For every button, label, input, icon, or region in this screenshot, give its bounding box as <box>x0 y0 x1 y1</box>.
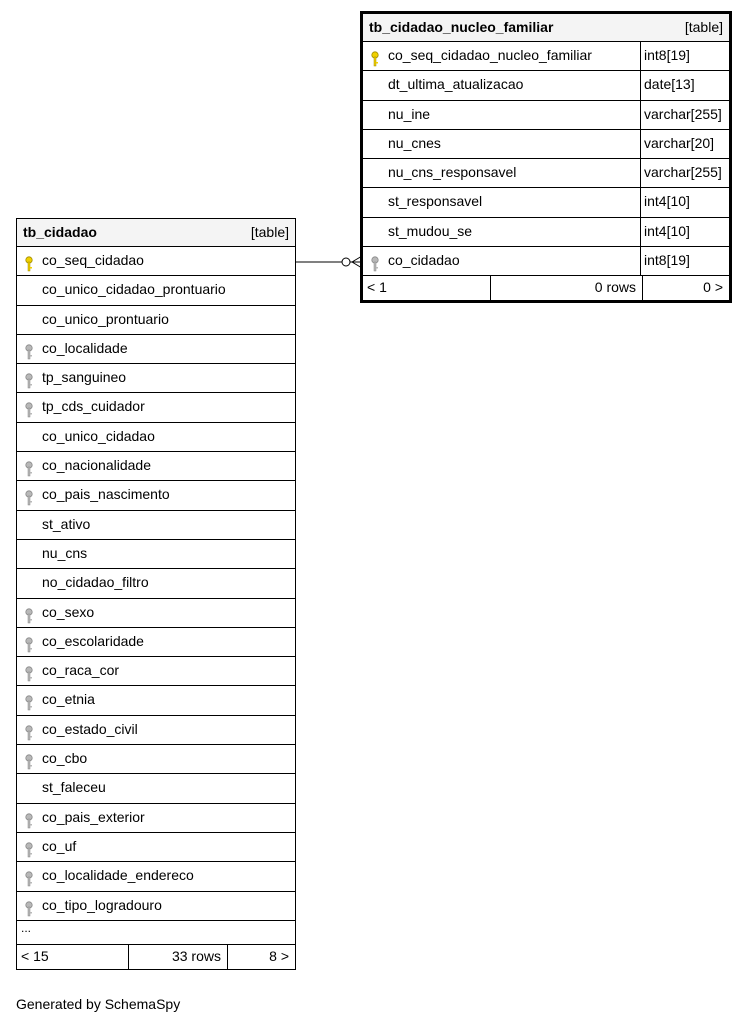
column-name-cell <box>363 188 640 216</box>
column-name-cell <box>17 657 295 685</box>
table-row[interactable] <box>17 393 295 422</box>
column-name: no_cidadao_filtro <box>42 574 149 591</box>
table-type-label: [table] <box>684 19 723 35</box>
column-name-cell <box>17 628 295 656</box>
column-name: nu_cnes <box>388 134 441 151</box>
column-type: int4[10] <box>640 218 729 246</box>
foreign-key-icon <box>25 635 33 651</box>
table-row[interactable] <box>17 247 295 276</box>
column-name-cell <box>17 452 295 480</box>
foreign-key-icon <box>25 899 33 915</box>
table-row[interactable] <box>17 657 295 686</box>
foreign-key-icon <box>25 752 33 768</box>
column-name: co_etnia <box>42 691 95 708</box>
table-row[interactable] <box>17 540 295 569</box>
foreign-key-icon <box>25 342 33 358</box>
table-name[interactable]: tb_cidadao_nucleo_familiar <box>369 19 554 35</box>
table-row[interactable] <box>17 569 295 598</box>
column-name: st_responsavel <box>388 193 483 210</box>
column-name: nu_cns_responsavel <box>388 164 517 181</box>
row-count: 33 rows <box>128 945 227 969</box>
table-row[interactable] <box>17 862 295 891</box>
column-name: co_seq_cidadao_nucleo_familiar <box>388 47 592 63</box>
column-name-cell <box>17 364 295 392</box>
column-name-cell <box>17 599 295 627</box>
column-name-cell <box>17 862 295 890</box>
table-name[interactable]: tb_cidadao <box>23 224 97 240</box>
column-name-cell <box>17 393 295 421</box>
table-row[interactable] <box>363 188 729 217</box>
column-name: st_mudou_se <box>388 222 473 239</box>
column-name-cell <box>17 833 295 861</box>
column-name: co_cbo <box>42 750 88 767</box>
foreign-key-icon <box>25 400 33 416</box>
column-name-cell <box>17 892 295 920</box>
table-row[interactable] <box>17 745 295 774</box>
table-row[interactable] <box>363 130 729 159</box>
column-name-cell <box>17 804 295 832</box>
column-name-cell <box>363 101 640 129</box>
table-footer <box>17 945 295 969</box>
column-name: st_faleceu <box>42 779 106 796</box>
foreign-key-icon <box>25 488 33 504</box>
table-row[interactable] <box>363 101 729 130</box>
foreign-key-icon <box>25 371 33 387</box>
column-name: co_tipo_logradouro <box>42 896 162 913</box>
primary-key-icon <box>25 254 33 270</box>
children-link[interactable]: 8 > <box>227 945 295 969</box>
table-row[interactable] <box>363 71 729 100</box>
column-type: varchar[255] <box>640 159 729 187</box>
column-name-cell <box>17 423 295 451</box>
table-row[interactable] <box>17 481 295 510</box>
column-name: dt_ultima_atualizacao <box>388 76 524 93</box>
table-row[interactable] <box>17 276 295 305</box>
foreign-key-icon <box>25 723 33 739</box>
column-type: int8[19] <box>640 247 729 275</box>
column-name: st_ativo <box>42 515 91 532</box>
foreign-key-icon <box>25 693 33 709</box>
table-header <box>363 14 729 42</box>
column-name: tp_sanguineo <box>42 369 127 386</box>
parents-link[interactable]: < 1 <box>367 279 387 296</box>
column-type: int8[19] <box>640 42 729 70</box>
row-count: 0 rows <box>490 276 642 300</box>
table-row[interactable] <box>17 628 295 657</box>
column-name-cell <box>17 306 295 334</box>
table-tb-cidadao-nucleo-familiar[interactable] <box>360 11 732 303</box>
children-link[interactable]: 0 > <box>642 276 729 300</box>
table-row[interactable] <box>17 716 295 745</box>
column-name: co_localidade_endereco <box>42 867 194 884</box>
foreign-key-icon <box>25 664 33 680</box>
table-row[interactable] <box>17 774 295 803</box>
foreign-key-icon <box>371 254 379 270</box>
column-name: co_unico_cidadao_prontuario <box>42 281 226 298</box>
column-name: co_seq_cidadao <box>42 252 144 268</box>
table-row[interactable] <box>17 423 295 452</box>
column-name: co_estado_civil <box>42 720 138 737</box>
table-row[interactable] <box>17 833 295 862</box>
column-name-cell <box>363 42 640 70</box>
column-name-cell <box>363 247 640 275</box>
column-name-cell <box>17 335 295 363</box>
table-row[interactable] <box>17 452 295 481</box>
table-row[interactable] <box>17 686 295 715</box>
column-name: nu_cns <box>42 544 88 561</box>
column-name: co_nacionalidade <box>42 457 151 474</box>
table-row[interactable] <box>17 335 295 364</box>
column-name: co_cidadao <box>388 252 460 269</box>
column-name-cell <box>17 569 295 597</box>
column-name-cell <box>17 481 295 509</box>
column-name-cell <box>363 218 640 246</box>
table-row[interactable] <box>363 218 729 247</box>
column-type: varchar[255] <box>640 101 729 129</box>
column-name-cell <box>17 745 295 773</box>
table-row[interactable] <box>363 247 729 276</box>
column-type: date[13] <box>640 71 729 99</box>
column-name: co_unico_cidadao <box>42 427 155 444</box>
more-columns-ellipsis: ... <box>17 921 295 945</box>
column-name-cell <box>17 540 295 568</box>
column-name: co_pais_exterior <box>42 808 145 825</box>
column-name: co_pais_nascimento <box>42 486 170 503</box>
table-row[interactable] <box>17 511 295 540</box>
generated-by-caption: Generated by SchemaSpy <box>16 996 181 1012</box>
table-row[interactable] <box>17 599 295 628</box>
column-name: co_uf <box>42 837 77 854</box>
foreign-key-icon <box>25 869 33 885</box>
table-row[interactable] <box>17 892 295 921</box>
column-name-cell <box>17 511 295 539</box>
table-row[interactable] <box>17 804 295 833</box>
column-name-cell <box>363 71 640 99</box>
table-row[interactable] <box>17 306 295 335</box>
column-name: tp_cds_cuidador <box>42 398 145 415</box>
table-type-label: [table] <box>250 224 289 240</box>
foreign-key-icon <box>25 840 33 856</box>
foreign-key-icon <box>25 459 33 475</box>
primary-key-icon <box>371 49 379 65</box>
column-name: co_localidade <box>42 339 128 356</box>
foreign-key-icon <box>25 606 33 622</box>
table-header <box>17 219 295 247</box>
column-name-cell <box>17 686 295 714</box>
table-row[interactable] <box>17 364 295 393</box>
column-name-cell <box>17 774 295 802</box>
column-name: nu_ine <box>388 105 431 122</box>
column-name-cell <box>363 159 640 187</box>
column-type: int4[10] <box>640 188 729 216</box>
column-name: co_raca_cor <box>42 662 120 679</box>
foreign-key-icon <box>25 811 33 827</box>
table-tb-cidadao[interactable] <box>16 218 296 970</box>
column-name-cell <box>363 130 640 158</box>
parents-link[interactable]: < 15 <box>21 947 49 964</box>
column-type: varchar[20] <box>640 130 729 158</box>
column-name: co_escolaridade <box>42 632 144 649</box>
table-row[interactable] <box>363 159 729 188</box>
column-name: co_unico_prontuario <box>42 310 169 327</box>
column-name-cell <box>17 276 295 304</box>
table-row[interactable] <box>363 42 729 71</box>
column-name: co_sexo <box>42 603 95 620</box>
table-footer <box>363 276 729 300</box>
column-name-cell <box>17 716 295 744</box>
column-name-cell <box>17 247 295 275</box>
